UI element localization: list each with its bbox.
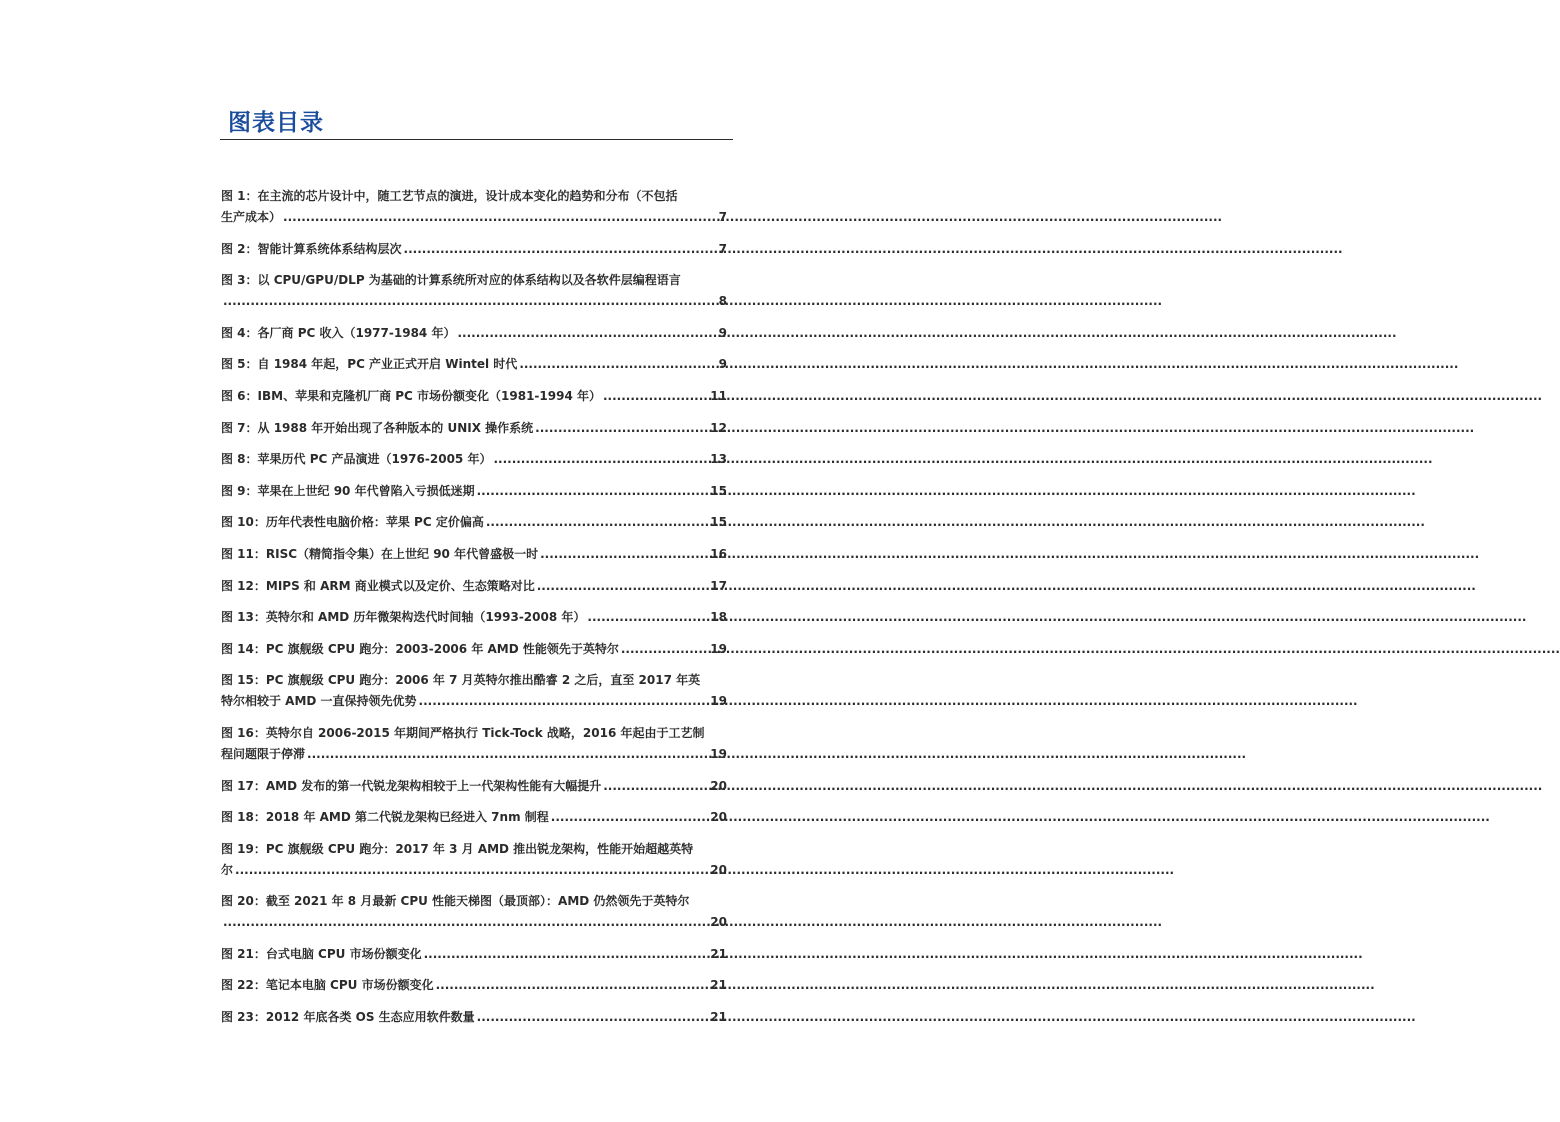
toc-page-number: 20 xyxy=(710,778,727,793)
toc-entry-text: 图 15：PC 旗舰级 CPU 跑分：2006 年 7 月英特尔推出酷睿 2 之后，直至 2017 年英 xyxy=(221,673,701,688)
dot-leader xyxy=(551,807,709,828)
toc-page-number: 12 xyxy=(710,420,727,435)
dot-leader xyxy=(235,860,708,881)
toc-entry[interactable] xyxy=(221,449,727,470)
dot-leader xyxy=(477,481,709,502)
toc-entry-line xyxy=(221,544,727,565)
toc-entry[interactable] xyxy=(221,944,727,965)
toc-page-number: 21 xyxy=(710,1010,727,1025)
toc-entry-line xyxy=(221,270,727,291)
toc-entry-line xyxy=(221,839,727,860)
toc-entry-text: 图 2：智能计算系统体系结构层次 xyxy=(221,241,402,256)
toc-entry-text: 特尔相较于 AMD 一直保持领先优势 xyxy=(221,694,417,709)
toc-page-number: 20 xyxy=(710,915,727,930)
dot-leader xyxy=(540,544,708,565)
toc-entry-line xyxy=(221,691,727,712)
toc-entry-text: 图 12：MIPS 和 ARM 商业模式以及定价、生态策略对比 xyxy=(221,578,535,593)
toc-page-number: 16 xyxy=(710,546,727,561)
toc-entry[interactable] xyxy=(221,512,727,533)
toc-entry-text: 生产成本） xyxy=(221,210,282,224)
toc-entry-text: 图 21：台式电脑 CPU 市场份额变化 xyxy=(221,946,422,961)
toc-page-number: 7 xyxy=(718,241,727,256)
toc-entry-line xyxy=(221,776,727,797)
dot-leader xyxy=(537,576,709,597)
dot-leader xyxy=(457,323,716,344)
dot-leader xyxy=(587,607,708,628)
toc-page-number: 21 xyxy=(710,946,727,961)
toc-entry-line xyxy=(221,807,727,828)
toc-entry[interactable] xyxy=(221,186,727,228)
toc-entry[interactable] xyxy=(221,386,727,407)
toc-entry-line xyxy=(221,944,727,965)
dot-leader xyxy=(486,512,708,533)
toc-entry-line xyxy=(221,744,727,765)
toc-entry-line xyxy=(221,975,727,996)
toc-page-number: 9 xyxy=(718,357,727,372)
toc-entry-line xyxy=(221,1007,727,1028)
toc-entry-text: 图 3：以 CPU/GPU/DLP 为基础的计算系统所对应的体系结构以及各软件层编程语言 xyxy=(221,273,681,288)
toc-entry-text: 图 18：2018 年 AMD 第二代锐龙架构已经进入 7nm 制程 xyxy=(221,810,549,825)
toc-entry[interactable] xyxy=(221,639,727,660)
toc-page-number: 15 xyxy=(710,483,727,498)
page-title: 图表目录 xyxy=(228,110,324,136)
toc-entry-line xyxy=(221,418,727,439)
toc-entry-line xyxy=(221,576,727,597)
toc-page-number: 7 xyxy=(718,210,727,224)
toc-entry[interactable] xyxy=(221,839,727,881)
toc-entry[interactable] xyxy=(221,607,727,628)
dot-leader xyxy=(424,944,709,965)
toc-entry-line xyxy=(221,723,727,744)
toc-entry-text: 图 16：英特尔自 2006-2015 年期间严格执行 Tick-Tock 战略，2016 年起由于工艺制 xyxy=(221,725,705,740)
dot-leader xyxy=(621,639,708,660)
toc-entry-line xyxy=(221,912,727,933)
figure-table-of-contents xyxy=(221,186,727,1039)
toc-entry[interactable] xyxy=(221,1007,727,1028)
toc-entry-text: 图 10：历年代表性电脑价格：苹果 PC 定价偏高 xyxy=(221,515,484,530)
toc-entry-text: 图 6：IBM、苹果和克隆机厂商 PC 市场份额变化（1981-1994 年） xyxy=(221,388,601,403)
toc-entry-line xyxy=(221,512,727,533)
toc-entry-text: 图 7：从 1988 年开始出现了各种版本的 UNIX 操作系统 xyxy=(221,420,534,435)
toc-entry[interactable] xyxy=(221,239,727,260)
toc-entry[interactable] xyxy=(221,576,727,597)
toc-page-number: 19 xyxy=(710,641,727,656)
toc-page-number: 17 xyxy=(710,578,727,593)
dot-leader xyxy=(535,418,708,439)
dot-leader xyxy=(223,291,717,312)
toc-entry-line xyxy=(221,481,727,502)
toc-entry-text: 图 9：苹果在上世纪 90 年代曾陷入亏损低迷期 xyxy=(221,483,475,498)
toc-entry-line xyxy=(221,386,727,407)
dot-leader xyxy=(519,354,716,375)
toc-entry[interactable] xyxy=(221,544,727,565)
dot-leader xyxy=(493,449,708,470)
toc-entry-line xyxy=(221,670,727,691)
dot-leader xyxy=(223,912,708,933)
toc-page-number: 19 xyxy=(710,694,727,709)
toc-entry-line xyxy=(221,207,727,228)
toc-entry-text: 程问题限于停滞 xyxy=(221,746,306,761)
dot-leader xyxy=(603,386,708,407)
toc-page-number: 9 xyxy=(718,325,727,340)
dot-leader xyxy=(283,207,717,228)
toc-page-number: 20 xyxy=(710,862,727,877)
dot-leader xyxy=(603,776,708,797)
toc-entry-line xyxy=(221,186,727,207)
toc-entry-line xyxy=(221,323,727,344)
toc-entry[interactable] xyxy=(221,807,727,828)
toc-entry-line xyxy=(221,891,727,912)
toc-entry-text: 图 11：RISC（精简指令集）在上世纪 90 年代曾盛极一时 xyxy=(221,546,539,561)
dot-leader xyxy=(419,691,709,712)
dot-leader xyxy=(404,239,717,260)
toc-entry-line xyxy=(221,860,727,881)
toc-entry-text: 图 19：PC 旗舰级 CPU 跑分：2017 年 3 月 AMD 推出锐龙架构，性能开始超越英特 xyxy=(221,841,694,856)
toc-page-number: 11 xyxy=(710,388,727,403)
toc-entry[interactable] xyxy=(221,481,727,502)
toc-entry[interactable] xyxy=(221,354,727,375)
toc-page-number: 13 xyxy=(710,452,727,467)
toc-entry[interactable] xyxy=(221,270,727,312)
toc-page-number: 21 xyxy=(710,978,727,993)
toc-entry[interactable] xyxy=(221,323,727,344)
toc-entry-text: 图 22：笔记本电脑 CPU 市场份额变化 xyxy=(221,978,434,993)
toc-entry-line xyxy=(221,449,727,470)
toc-entry[interactable] xyxy=(221,776,727,797)
toc-entry-line xyxy=(221,354,727,375)
toc-page-number: 18 xyxy=(710,610,727,625)
toc-entry[interactable] xyxy=(221,975,727,996)
toc-entry[interactable] xyxy=(221,670,727,712)
toc-entry-text: 图 5：自 1984 年起，PC 产业正式开启 Wintel 时代 xyxy=(221,357,518,372)
dot-leader xyxy=(307,744,708,765)
toc-entry-text: 尔 xyxy=(221,862,234,877)
toc-entry-text: 图 23：2012 年底各类 OS 生态应用软件数量 xyxy=(221,1010,475,1025)
toc-entry-line xyxy=(221,291,727,312)
toc-entry-text: 图 1：在主流的芯片设计中，随工艺节点的演进，设计成本变化的趋势和分布（不包括 xyxy=(221,189,678,203)
toc-entry-line xyxy=(221,239,727,260)
toc-page-number: 15 xyxy=(710,515,727,530)
toc-entry-text: 图 14：PC 旗舰级 CPU 跑分：2003-2006 年 AMD 性能领先于英特尔 xyxy=(221,641,619,656)
toc-page-number: 20 xyxy=(710,810,727,825)
toc-page-number: 8 xyxy=(718,294,727,309)
toc-entry-line xyxy=(221,607,727,628)
toc-entry-text: 图 4：各厂商 PC 收入（1977-1984 年） xyxy=(221,325,456,340)
toc-entry-line xyxy=(221,639,727,660)
toc-entry[interactable] xyxy=(221,891,727,933)
title-divider xyxy=(220,139,733,140)
toc-entry[interactable] xyxy=(221,418,727,439)
toc-entry[interactable] xyxy=(221,723,727,765)
toc-entry-text: 图 8：苹果历代 PC 产品演进（1976-2005 年） xyxy=(221,452,492,467)
dot-leader xyxy=(436,975,709,996)
dot-leader xyxy=(477,1007,709,1028)
toc-entry-text: 图 13：英特尔和 AMD 历年微架构迭代时间轴（1993-2008 年） xyxy=(221,610,586,625)
toc-entry-text: 图 20：截至 2021 年 8 月最新 CPU 性能天梯图（最顶部）：AMD 仍然领先于英特尔 xyxy=(221,894,690,909)
toc-entry-text: 图 17：AMD 发布的第一代锐龙架构相较于上一代架构性能有大幅提升 xyxy=(221,778,602,793)
toc-page-number: 19 xyxy=(710,746,727,761)
